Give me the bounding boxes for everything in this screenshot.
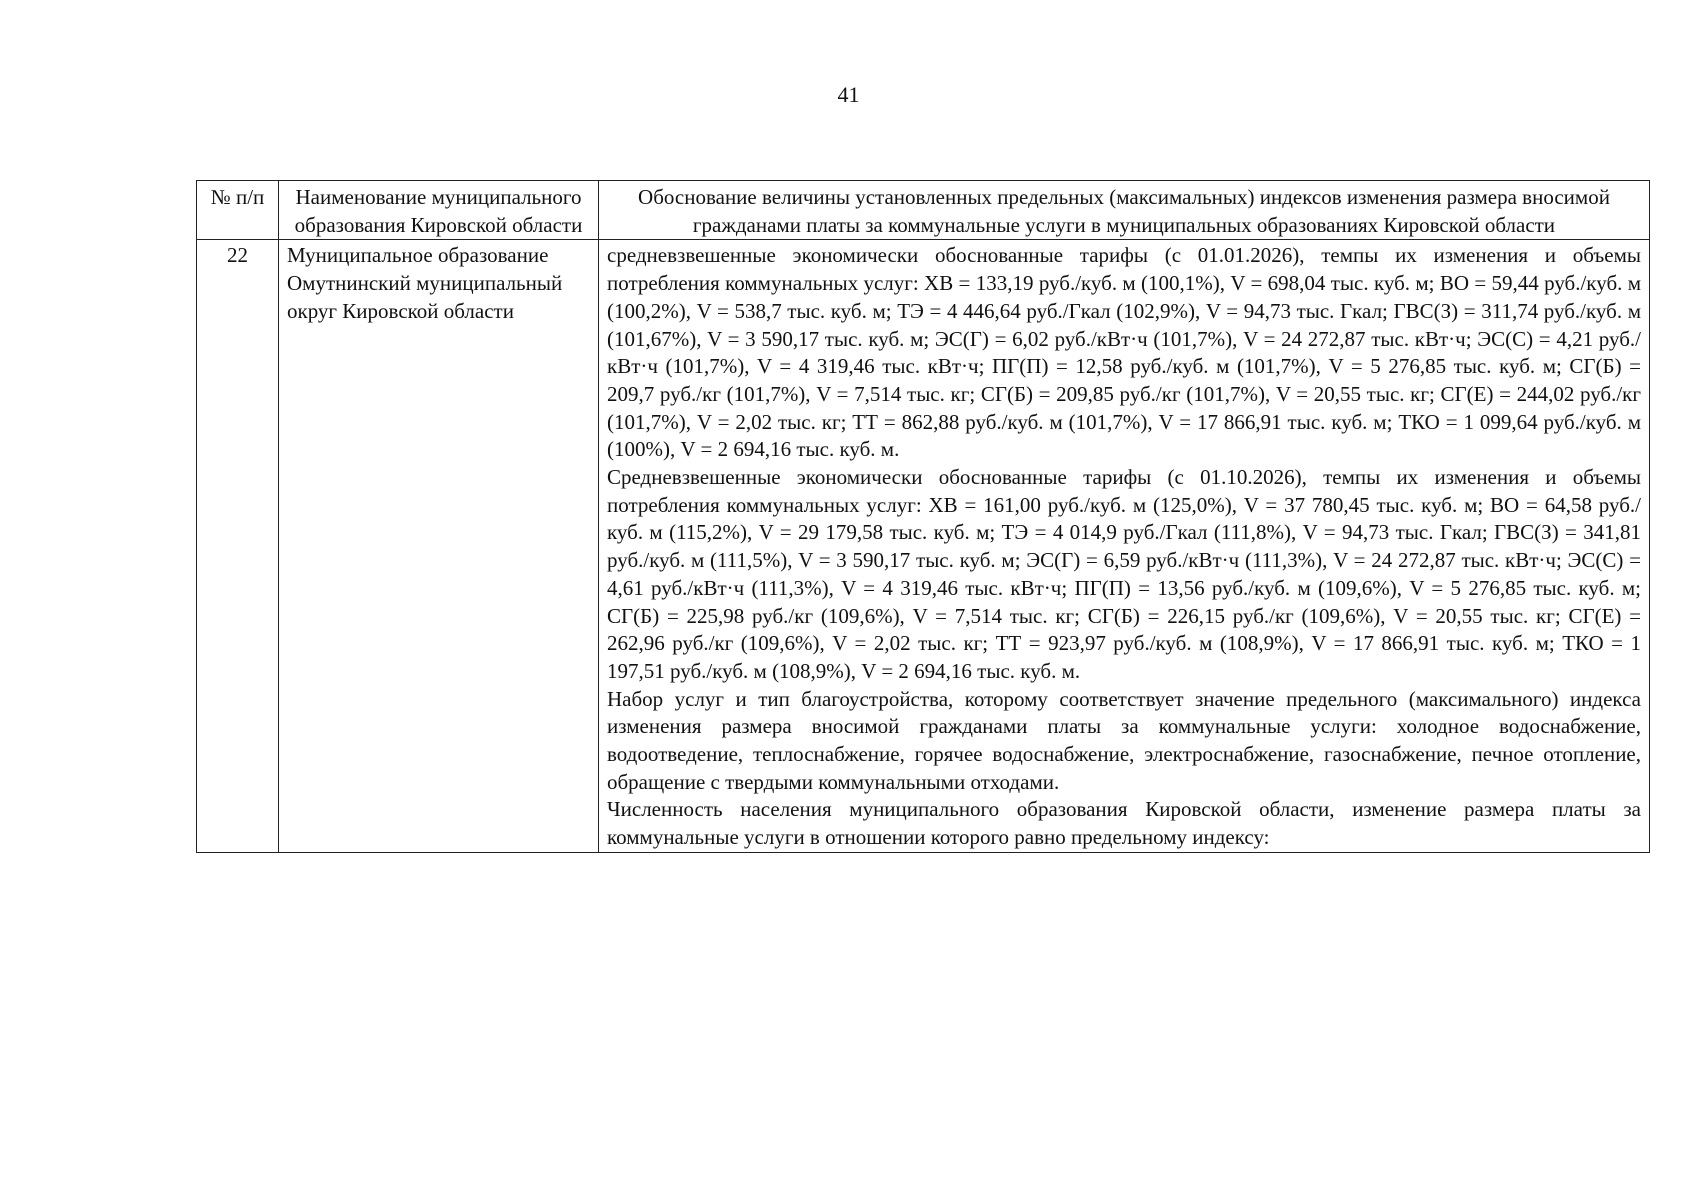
tariffs-from-2026-10-01: Средневзвешенные экономически обоснованные тарифы (с 01.10.2026), темпы их изменения и объемы потребления коммунальных услуг: ХВ = 161,00 руб./куб. м (125,0%), V = 37 780,45 тыс. куб. м; ВО = 64,58 руб./куб. м (115,2%), V = 29 179,58 тыс. куб. м; ТЭ = 4 014,9 руб./Гкал (111,8%), V = 94,73 тыс. Гкал; ГВС(З) = 341,81 руб./куб. м (111,5%), V = 3 590,17 тыс. куб. м; ЭС(Г) = 6,59 руб./кВт·ч (111,3%), V = 24 272,87 тыс. кВт·ч; ЭС(С) = 4,61 руб./кВт·ч (111,3%), V = 4 319,46 тыс. кВт·ч; ПГ(П) = 13,56 руб./куб. м (109,6%), V = 5 276,85 тыс. куб. м; СГ(Б) = 225,98 руб./кг (109,6%), V = 7,514 тыс. кг; СГ(Б) = 226,15 руб./кг (109,6%), V = 20,55 тыс. кг; СГ(Е) = 262,96 руб./кг (109,6%), V = 2,02 тыс. кг; ТТ = 923,97 руб./куб. м (108,9%), V = 17 866,91 тыс. куб. м; ТКО = 1 197,51 руб./куб. м (108,9%), V = 2 694,16 тыс. куб. м.	[607, 465, 1641, 683]
page-number: 41	[837, 82, 860, 107]
services-set-paragraph: Набор услуг и тип благоустройства, которому соответствует значение предельного (максимального) индекса изменения размера вносимой гражданами платы за коммунальные услуги: холодное водоснабжение, водоотведение, теплоснабжение, горячее водоснабжение, электроснабжение, газоснабжение, печное отопление, обращение с твердыми коммунальными отходами.	[607, 686, 1641, 794]
table-row	[197, 240, 1650, 852]
municipality-name: Муниципальное образование Омутнинский муниципальный округ Кировской области	[279, 240, 599, 852]
tariffs-from-2026-01-01: средневзвешенные экономически обоснованные тарифы (с 01.01.2026), темпы их изменения и объемы потребления коммунальных услуг: ХВ = 133,19 руб./куб. м (100,1%), V = 698,04 тыс. куб. м; ВО = 59,44 руб./куб. м (100,2%), V = 538,7 тыс. куб. м; ТЭ = 4 446,64 руб./Гкал (102,9%), V = 94,73 тыс. Гкал; ГВС(З) = 311,74 руб./куб. м (101,67%), V = 3 590,17 тыс. куб. м; ЭС(Г) = 6,02 руб./кВт·ч (101,7%), V = 24 272,87 тыс. кВт·ч; ЭС(С) = 4,21 руб./кВт·ч (101,7%), V = 4 319,46 тыс. кВт·ч; ПГ(П) = 12,58 руб./куб. м (101,7%), V = 5 276,85 тыс. куб. м; СГ(Б) = 209,7 руб./кг (101,7%), V = 7,514 тыс. кг; СГ(Б) = 209,85 руб./кг (101,7%), V = 20,55 тыс. кг; СГ(Е) = 244,02 руб./кг (101,7%), V = 2,02 тыс. кг; ТТ = 862,88 руб./куб. м (101,7%), V = 17 866,91 тыс. куб. м; ТКО = 1 099,64 руб./куб. м (100%), V = 2 694,16 тыс. куб. м.	[607, 243, 1641, 462]
header-justification: Обоснование величины установленных предельных (максимальных) индексов изменения размера вносимой гражданами платы за коммунальные услуги в муниципальных образованиях Кировской области	[599, 181, 1650, 240]
tariff-justification-table	[196, 180, 1650, 853]
population-paragraph: Численность населения муниципального образования Кировской области, изменение размера платы за коммунальные услуги в отношении которого равно предельному индексу:	[607, 797, 1641, 850]
header-number: № п/п	[197, 181, 279, 240]
header-municipality-name: Наименование муниципального образования Кировской области	[279, 181, 599, 240]
row-number: 22	[197, 240, 279, 852]
table-header-row	[197, 181, 1650, 240]
justification-cell	[599, 240, 1650, 852]
